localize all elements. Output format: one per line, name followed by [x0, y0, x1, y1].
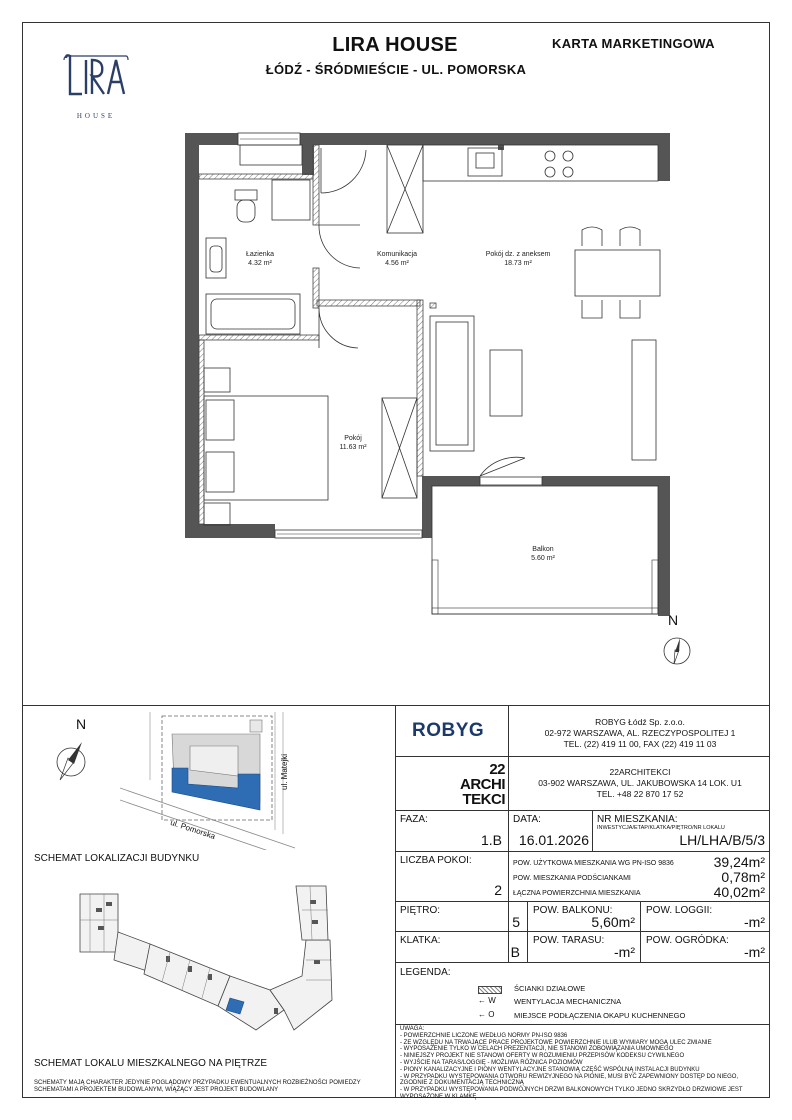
- room-label: [508, 545, 578, 563]
- floor-label: PIĘTRO:: [400, 905, 441, 916]
- loggia-label: POW. LOGGII:: [646, 905, 713, 916]
- legend-item: MIEJSCE PODŁĄCZENIA OKAPU KUCHENNEGO: [514, 1011, 686, 1020]
- legend-item: ŚCIANKI DZIAŁOWE: [514, 984, 586, 993]
- garden-label: POW. OGRÓDKA:: [646, 935, 729, 946]
- developer-info: [515, 717, 765, 750]
- legend-symbol: O: [488, 1010, 495, 1019]
- nr-sublabel: INWESTYCJA/ETAP/KLATKA/PIĘTRO/NR LOKALU: [597, 825, 725, 831]
- legend-symbol: W: [488, 996, 496, 1005]
- usable-area-value: 39,24m²: [713, 854, 765, 870]
- staircase-value: B: [510, 944, 520, 960]
- usable-area-label: POW. UŻYTKOWA MIESZKANIA WG PN-ISO 9836: [513, 860, 674, 867]
- garden-value: -m²: [744, 944, 765, 960]
- room-area: 4.32 m²: [248, 260, 272, 267]
- architect-logo: [450, 762, 505, 807]
- slope-area-label: POW. MIESZKANIA PODŚCIANKAMI: [513, 875, 631, 882]
- room-name: Pokój dz. z aneksem: [485, 251, 551, 258]
- north-compass: [662, 612, 692, 672]
- developer-name: ROBYG Łódź Sp. z.o.o.: [595, 717, 685, 727]
- room-label: [225, 250, 295, 268]
- robyg-logo: ROBYG: [412, 720, 485, 741]
- compass-letter: N: [76, 716, 87, 732]
- floor-plan: [180, 128, 675, 618]
- rooms-value: 2: [494, 882, 502, 898]
- data-label: DATA:: [513, 814, 541, 825]
- notes-title: UWAGA:: [400, 1026, 425, 1032]
- divider: [22, 705, 770, 706]
- note-line: - PIONY KANALIZACYJNE I PIONY WENTYLACYJNE STANOWIĄ CZĘŚĆ WSPÓLNĄ INSTALACJI BUDYNKU: [400, 1066, 700, 1073]
- architect-name: 22ARCHITEKCI: [609, 767, 671, 777]
- note-line: - WYJŚCIE NA TARAS/LOGGIĘ - MOŻLIWA RÓŻNICA POZIOMÓW: [400, 1059, 583, 1066]
- room-area: 11.63 m²: [339, 444, 367, 451]
- room-label: [362, 250, 432, 268]
- project-title: LIRA HOUSE: [332, 34, 458, 56]
- room-name: Pokój: [344, 435, 362, 442]
- date-value: 16.01.2026: [518, 832, 589, 848]
- partition-swatch: [478, 986, 502, 994]
- lira-logo: [62, 54, 130, 124]
- legend-title: LEGENDA:: [400, 967, 451, 978]
- note-line: - POWIERZCHNIE LICZONE WEDŁUG NORMY PN-ISO 9836: [400, 1032, 568, 1039]
- location-compass: [52, 716, 92, 786]
- architect-info: [515, 767, 765, 800]
- developer-phone: TEL. (22) 419 11 00, FAX (22) 419 11 03: [563, 739, 717, 749]
- legend-item: WENTYLACJA MECHANICZNA: [514, 997, 622, 1006]
- architect-address: 03-902 WARSZAWA, UL. JAKUBOWSKA 14 LOK. U1: [538, 778, 742, 788]
- caption-floor: SCHEMAT LOKALU MIESZKALNEGO NA PIĘTRZE: [34, 1058, 268, 1069]
- room-area: 5.60 m²: [531, 555, 555, 562]
- room-name: Balkon: [532, 546, 554, 553]
- terrace-value: -m²: [614, 944, 635, 960]
- compass-icon: [662, 636, 692, 666]
- disclaimer: SCHEMATY MAJĄ CHARAKTER JEDYNIE POGLĄDOWY PRZYPADKU EWENTUALNYCH ROZBIEŻNOŚCI POMIEDZY SCHEMATAMI A PROJEKTEM BUDOWLANYM, WIĄŻĄCY JEST PROJEKT BUDOWLANY: [34, 1080, 361, 1093]
- location-map: [120, 710, 300, 850]
- architect-phone: TEL. +48 22 870 17 52: [596, 789, 684, 799]
- note-line: - NINIEJSZY PROJEKT NIE STANOWI OFERTY W ROZUMIENIU PRZEPISÓW KODEKSU CYWILNEGO: [400, 1053, 685, 1060]
- notes: [400, 1026, 765, 1101]
- room-name: Komunikacja: [376, 251, 418, 258]
- room-name: Łazienka: [245, 251, 275, 258]
- faza-label: FAZA:: [400, 814, 428, 825]
- terrace-label: POW. TARASU:: [533, 935, 605, 946]
- nr-value: LH/LHA/B/5/3: [679, 832, 765, 848]
- staircase-label: KLATKA:: [400, 935, 441, 946]
- total-area-label: ŁĄCZNA POWIERZCHNIA MIESZKANIA: [513, 890, 641, 897]
- note-line: - W PRZYPADKU WYSTĘPOWANIA PODWÓJNYCH DRZWI BALKONOWYCH TYLKO JEDNO SKRZYDŁO DRZWIOWE JEST WYPOSAŻONE W KLAMKĘ: [400, 1087, 743, 1100]
- floor-schema: [70, 880, 350, 1040]
- logo-line: TEKCI: [462, 791, 505, 808]
- total-area-value: 40,02m²: [713, 884, 765, 900]
- note-line: - WYPOSAŻENIE TYLKO W CELACH PREZENTACJI, NIE STANOWI ZOBOWIĄZANIA UMOWNEGO: [400, 1046, 674, 1053]
- rooms-label: LICZBA POKOI:: [400, 855, 472, 866]
- loggia-value: -m²: [744, 914, 765, 930]
- compass-letter: N: [668, 612, 679, 628]
- room-area: 18.73 m²: [504, 260, 532, 267]
- logo-line: ARCHI: [460, 776, 505, 793]
- slope-area-value: 0,78m²: [721, 869, 765, 885]
- hood-icon: ← O: [478, 1010, 495, 1019]
- logo-line: 22: [489, 761, 505, 778]
- project-location: ŁÓDŹ - ŚRÓDMIEŚCIE - UL. POMORSKA: [265, 62, 527, 77]
- ventilation-icon: ← W: [478, 996, 496, 1005]
- street-label: ul. Matejki: [280, 753, 289, 790]
- developer-address: 02-972 WARSZAWA, AL. RZECZYPOSPOLITEJ 1: [544, 728, 736, 738]
- balcony-label: POW. BALKONU:: [533, 905, 613, 916]
- room-label: [318, 434, 388, 452]
- floor-value: 5: [512, 914, 520, 930]
- room-label: [468, 250, 568, 268]
- card-type: KARTA MARKETINGOWA: [552, 36, 715, 51]
- note-line: - ZE WZGLĘDU NA TRWAJĄCE PRACE PROJEKTOWE POWIERZCHNIE I/LUB WYMIARY MOGĄ ULEC ZMIANIE: [400, 1039, 712, 1046]
- logo-subtext: HOUSE: [76, 112, 116, 120]
- caption-location: SCHEMAT LOKALIZACJI BUDYNKU: [34, 853, 200, 864]
- compass-icon: [54, 738, 88, 782]
- street-label: ul. Pomorska: [169, 818, 217, 841]
- balcony-value: 5,60m²: [591, 914, 635, 930]
- note-line: - W PRZYPADKU WYSTĘPOWANIA OTWORU REWIZYJNEGO NA PIONIE, MUSI BYĆ ZAPEWNIONY DOSTĘP DO NIEGO, ZGODNIE Z DOKUMENTACJĄ TECHNICZNĄ: [400, 1073, 739, 1087]
- nr-label: NR MIESZKANIA:: [597, 814, 678, 825]
- room-area: 4.56 m²: [385, 260, 409, 267]
- faza-value: 1.B: [480, 832, 502, 848]
